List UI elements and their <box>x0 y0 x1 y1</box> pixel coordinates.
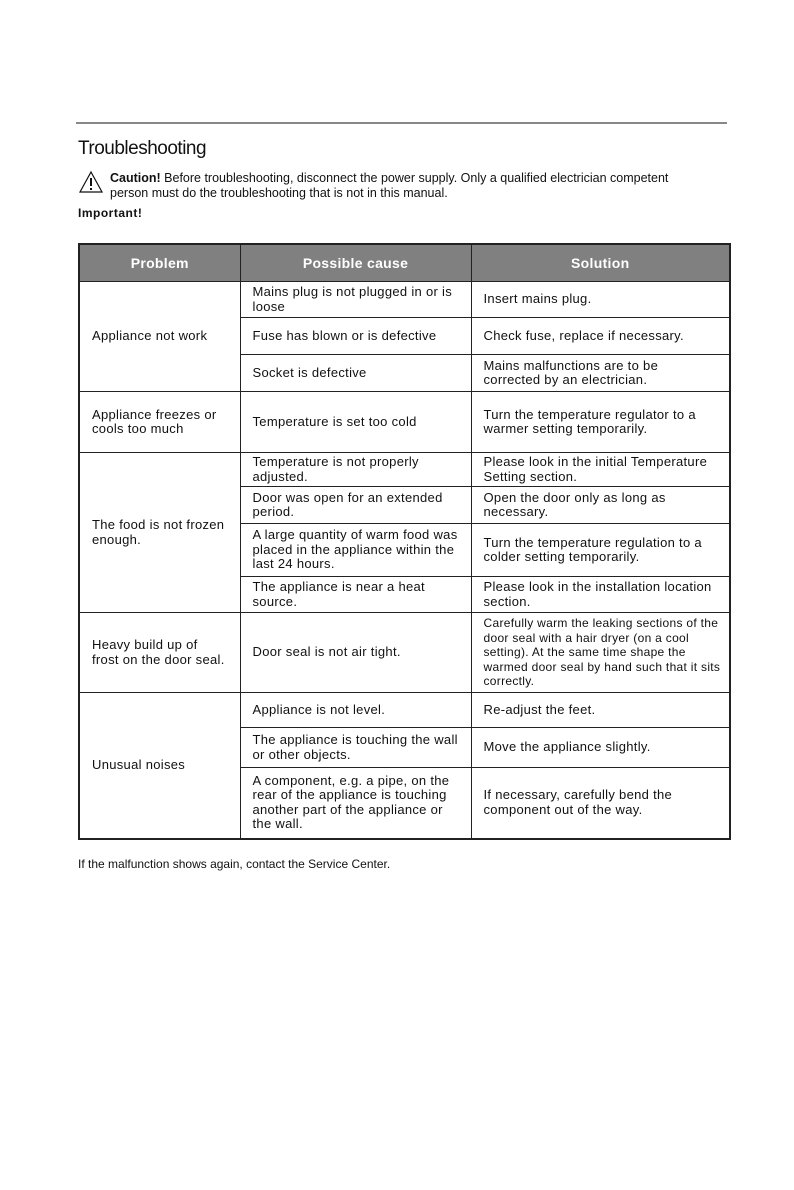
cause-cell: Door seal is not air tight. <box>240 613 471 693</box>
cause-cell: Temperature is not properly adjusted. <box>240 453 471 487</box>
cause-cell: A component, e.g. a pipe, on the rear of the appliance is touching another part of the appliance or the wall. <box>240 768 471 839</box>
table-row <box>79 613 730 693</box>
problem-cell: Appliance not work <box>79 282 240 392</box>
solution-cell: Turn the temperature regulation to a colder setting temporarily. <box>471 524 730 577</box>
solution-cell: Open the door only as long as necessary. <box>471 487 730 524</box>
warning-icon <box>78 170 104 194</box>
cause-cell: Temperature is set too cold <box>240 392 471 453</box>
important-label: Important! <box>78 206 143 220</box>
cause-cell: A large quantity of warm food was placed in the appliance within the last 24 hours. <box>240 524 471 577</box>
cause-cell: Fuse has blown or is defective <box>240 318 471 355</box>
page-title: Troubleshooting <box>78 138 207 159</box>
solution-cell: Mains malfunctions are to be corrected by an electrician. <box>471 355 730 392</box>
cause-cell: The appliance is touching the wall or other objects. <box>240 728 471 768</box>
cause-cell: Door was open for an extended period. <box>240 487 471 524</box>
caution-body: Before troubleshooting, disconnect the power supply. Only a qualified electrician competent person must do the troubleshooting that is not in this manual. <box>110 171 669 200</box>
table-row <box>79 453 730 487</box>
solution-cell: Re-adjust the feet. <box>471 693 730 728</box>
solution-cell: Please look in the installation location section. <box>471 577 730 613</box>
solution-cell: Please look in the initial Temperature Setting section. <box>471 453 730 487</box>
solution-cell: Insert mains plug. <box>471 282 730 318</box>
header-cause: Possible cause <box>240 244 471 282</box>
solution-cell: If necessary, carefully bend the component out of the way. <box>471 768 730 839</box>
header-rule <box>76 122 727 124</box>
solution-cell: Check fuse, replace if necessary. <box>471 318 730 355</box>
problem-cell: Appliance freezes or cools too much <box>79 392 240 453</box>
solution-cell: Turn the temperature regulator to a warmer setting temporarily. <box>471 392 730 453</box>
solution-cell: Move the appliance slightly. <box>471 728 730 768</box>
table-row <box>79 693 730 728</box>
table-row <box>79 392 730 453</box>
header-solution: Solution <box>471 244 730 282</box>
solution-cell: Carefully warm the leaking sections of the door seal with a hair dryer (on a cool setting). At the same time shape the warmed door seal by hand such that it sits correctly. <box>471 613 730 693</box>
table-row <box>79 282 730 318</box>
cause-cell: Mains plug is not plugged in or is loose <box>240 282 471 318</box>
cause-cell: Socket is defective <box>240 355 471 392</box>
footer-note: If the malfunction shows again, contact the Service Center. <box>78 857 391 871</box>
problem-cell: Heavy build up of frost on the door seal. <box>79 613 240 693</box>
troubleshooting-table <box>78 243 731 840</box>
caution-label: Caution! <box>110 171 161 185</box>
caution-text <box>110 171 710 201</box>
problem-cell: The food is not frozen enough. <box>79 453 240 613</box>
header-problem: Problem <box>79 244 240 282</box>
cause-cell: The appliance is near a heat source. <box>240 577 471 613</box>
cause-cell: Appliance is not level. <box>240 693 471 728</box>
problem-cell: Unusual noises <box>79 693 240 839</box>
